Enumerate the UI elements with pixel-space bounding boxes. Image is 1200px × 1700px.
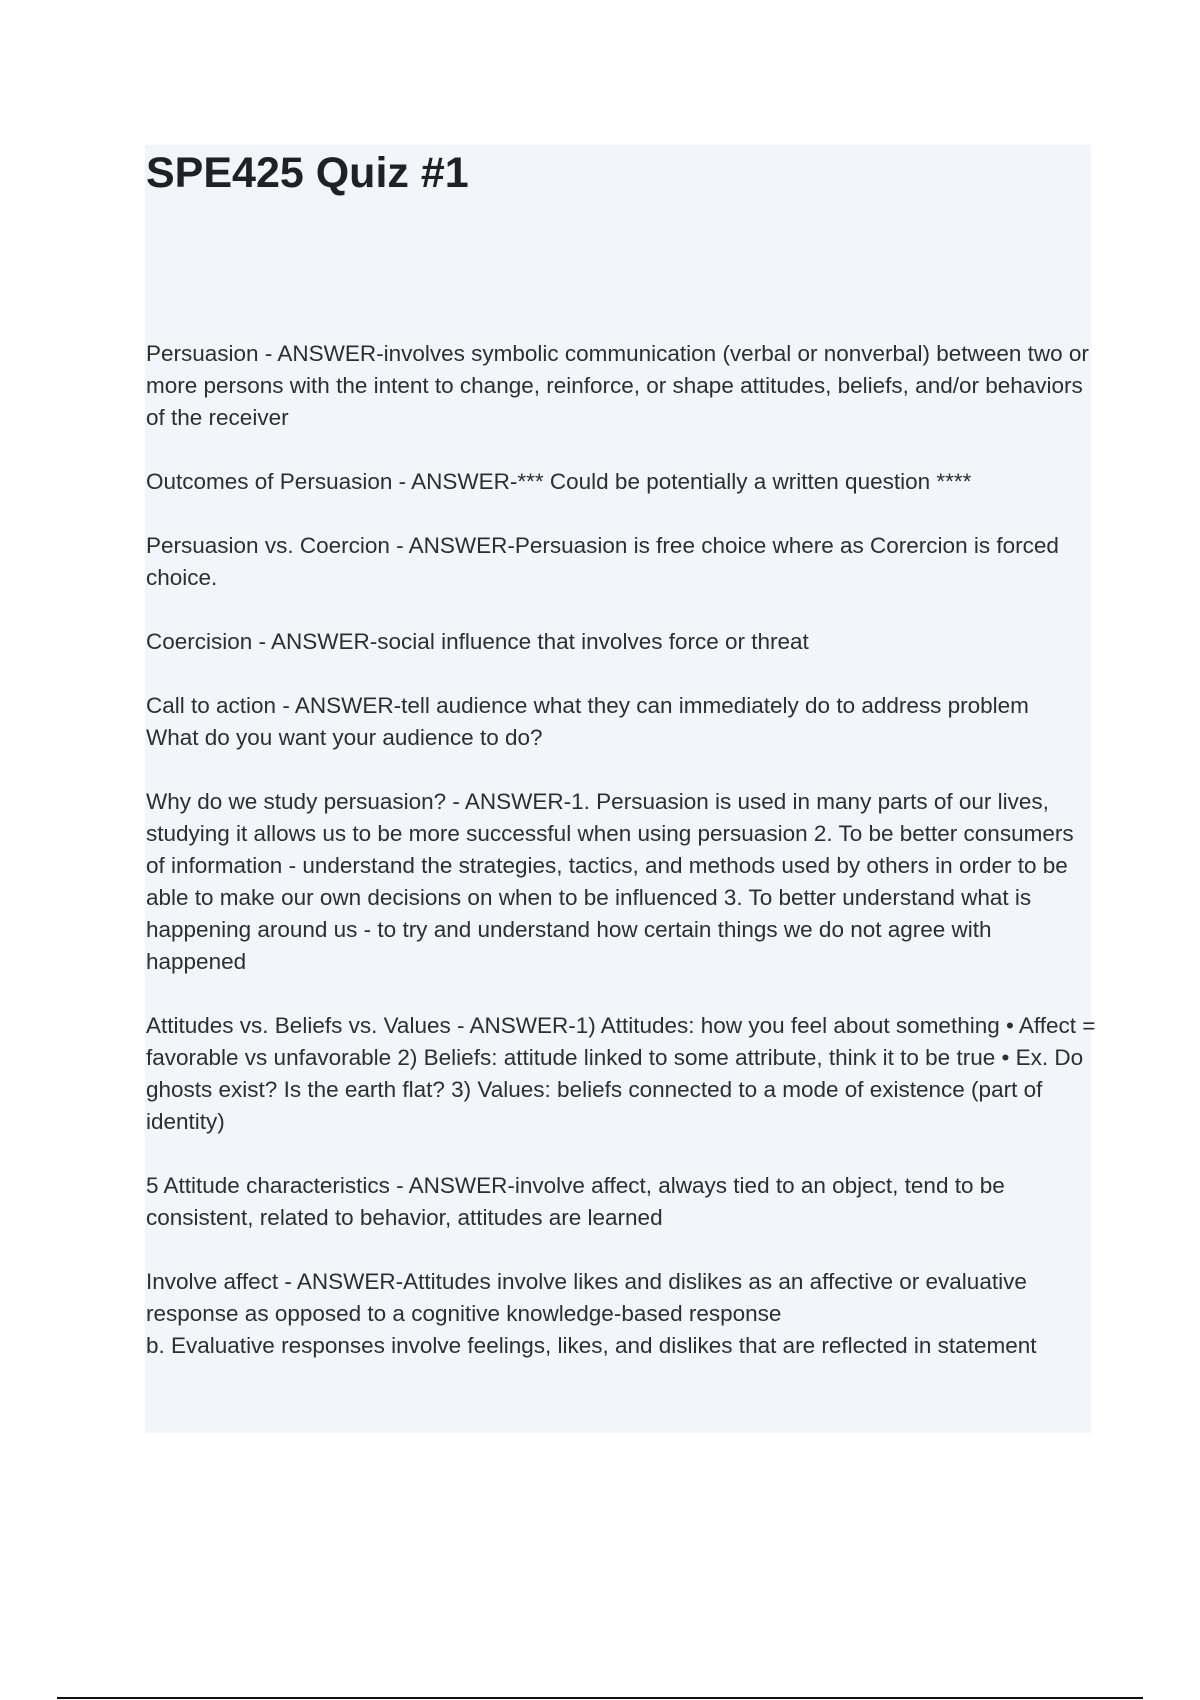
entry-line: Why do we study persuasion? - ANSWER-1. Persuasion is used in many parts of our lives, studying it allows us to be more successful when using persuasion 2. To be better consumers of information - understand the strategies, tactics, and methods used by others in order to be able to make our own decisions on when to be influenced 3. To better understand what is happening around us - to try and understand how certain things we do not agree with happened [146,789,1074,974]
entries-list [146,338,1096,1394]
document-title: SPE425 Quiz #1 [146,149,469,197]
entry-why-study-persuasion [146,786,1096,978]
entry-line: Persuasion - ANSWER-involves symbolic communication (verbal or nonverbal) between two or more persons with the intent to change, reinforce, or shape attitudes, beliefs, and/or behaviors of the receiver [146,341,1089,430]
entry-attitude-characteristics [146,1170,1096,1234]
entry-attitudes-beliefs-values [146,1010,1096,1138]
footer-divider [57,1697,1143,1699]
entry-line: Outcomes of Persuasion - ANSWER-*** Could be potentially a written question **** [146,469,972,494]
entry-line: Call to action - ANSWER-tell audience what they can immediately do to address problem [146,693,1029,718]
entry-coercision [146,626,1096,658]
entry-persuasion [146,338,1096,434]
entry-line: Coercision - ANSWER-social influence that involves force or threat [146,629,809,654]
entry-involve-affect [146,1266,1096,1362]
entry-line: Involve affect - ANSWER-Attitudes involve likes and dislikes as an affective or evaluative response as opposed to a cognitive knowledge-based response [146,1269,1027,1326]
entry-line: b. Evaluative responses involve feelings, likes, and dislikes that are reflected in statement [146,1333,1037,1358]
entry-call-to-action [146,690,1096,754]
entry-line: Persuasion vs. Coercion - ANSWER-Persuasion is free choice where as Corercion is forced choice. [146,533,1059,590]
entry-line: What do you want your audience to do? [146,725,543,750]
entry-line: 5 Attitude characteristics - ANSWER-involve affect, always tied to an object, tend to be consistent, related to behavior, attitudes are learned [146,1173,1005,1230]
entry-line: Attitudes vs. Beliefs vs. Values - ANSWER-1) Attitudes: how you feel about something • Affect = favorable vs unfavorable 2) Beliefs: attitude linked to some attribute, think it to be true • Ex. Do ghosts exist? Is the earth flat? 3) Values: beliefs connected to a mode of existence (part of identity) [146,1013,1096,1134]
entry-persuasion-vs-coercion [146,530,1096,594]
entry-outcomes-of-persuasion [146,466,1096,498]
